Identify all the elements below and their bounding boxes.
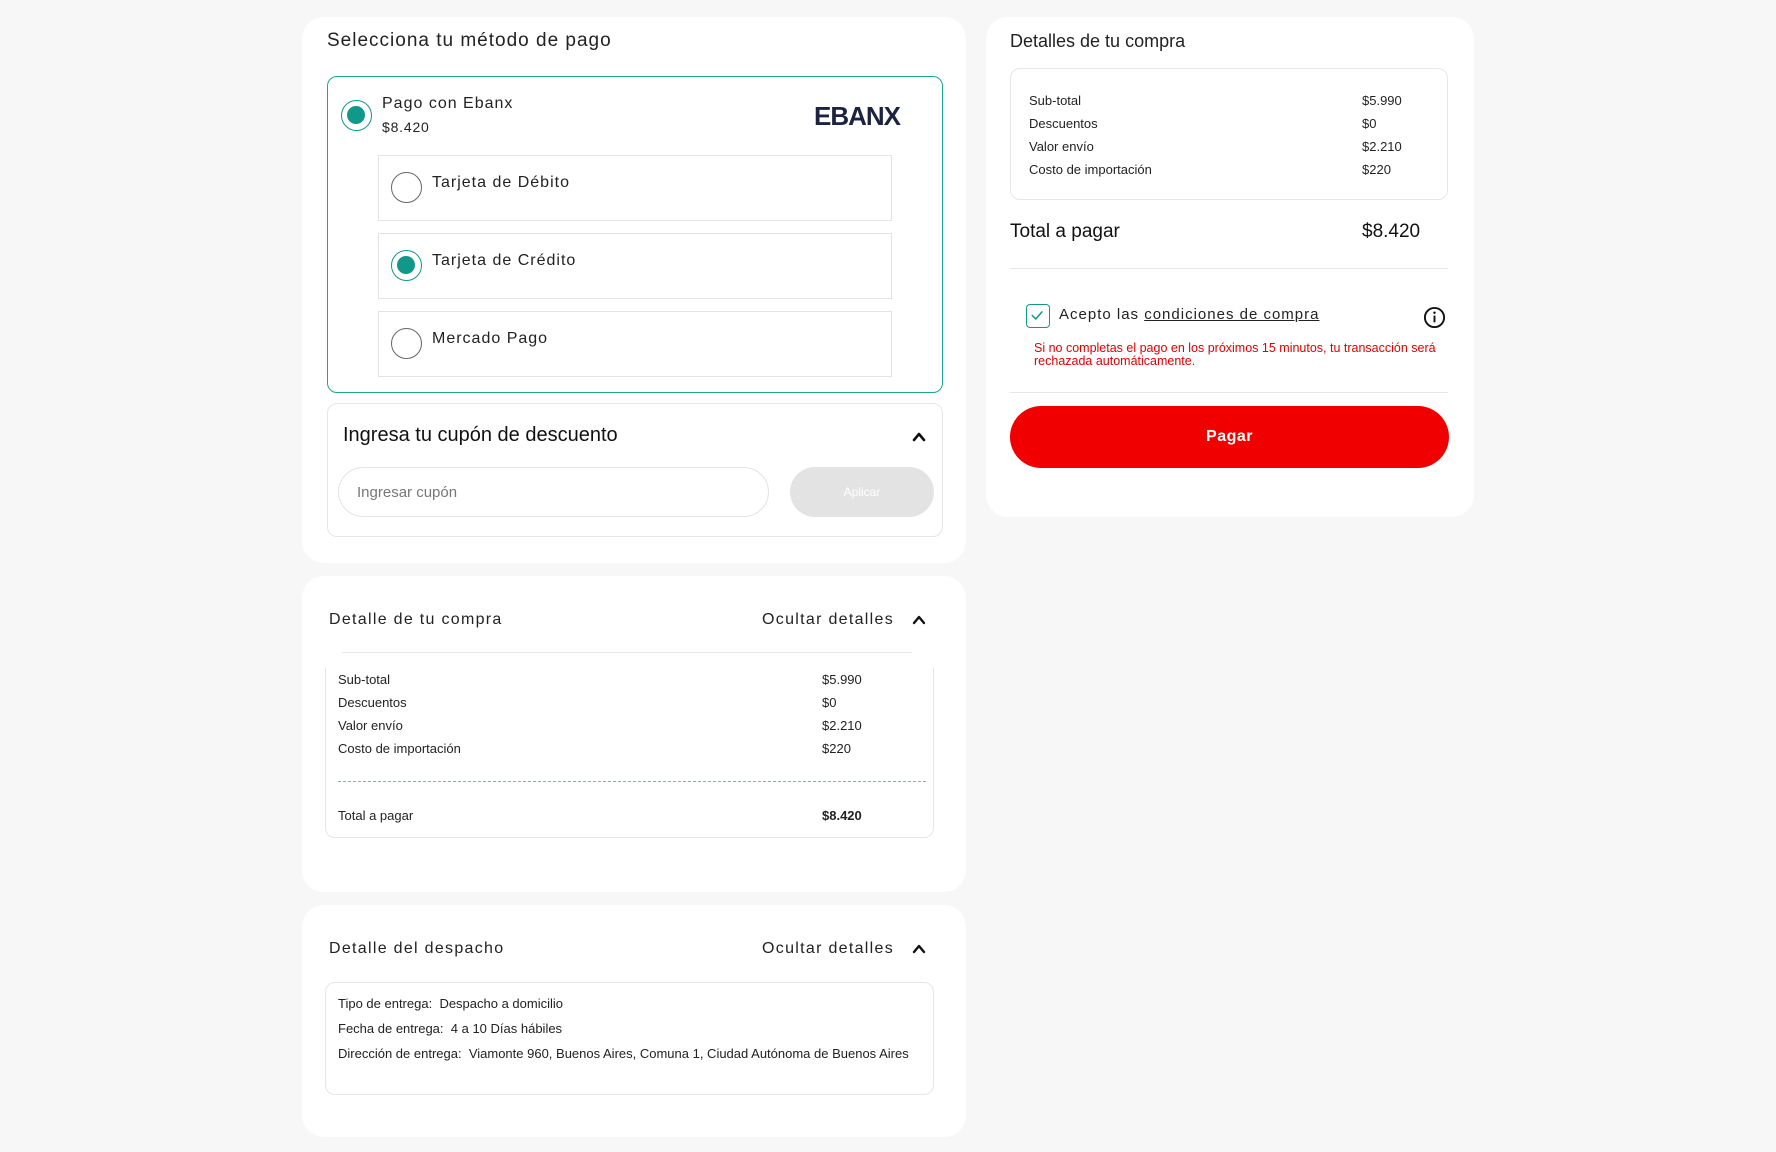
row-value: $220 [1362, 162, 1391, 177]
option-tarjeta-credito[interactable] [378, 233, 892, 299]
delivery-date [338, 1020, 918, 1038]
accept-terms-checkbox[interactable] [1026, 304, 1050, 328]
delivery-date-label: Fecha de entrega: [338, 1021, 444, 1036]
row-value: $220 [822, 741, 851, 756]
option-tarjeta-debito[interactable] [378, 155, 892, 221]
ebanx-radio[interactable] [341, 100, 372, 131]
summary-total-value: $8.420 [1362, 221, 1421, 242]
ebanx-payment-option[interactable] [327, 76, 943, 393]
row-label: Valor envío [1029, 139, 1094, 154]
option-label: Tarjeta de Crédito [432, 252, 577, 269]
payment-method-card [302, 17, 966, 563]
ebanx-option-price: $8.420 [382, 119, 430, 135]
row-value: $0 [822, 695, 837, 710]
total-label: Total a pagar [338, 808, 414, 823]
row-label: Sub-total [1029, 93, 1082, 108]
ebanx-logo [814, 103, 922, 129]
shipping-detail-card [302, 905, 966, 1137]
option-label: Tarjeta de Débito [432, 174, 570, 191]
accept-terms-prefix: Acepto las [1059, 306, 1140, 323]
coupon-input[interactable] [338, 467, 769, 517]
delivery-type-label: Tipo de entrega: [338, 996, 433, 1011]
row-value: $5.990 [1362, 93, 1402, 108]
row-label: Costo de importación [1029, 162, 1152, 177]
purchase-detail-table [325, 668, 934, 838]
row-value: $0 [1362, 116, 1377, 131]
terms-link[interactable]: condiciones de compra [1144, 306, 1320, 323]
summary-table [1010, 68, 1448, 200]
accept-terms-text [1059, 306, 1319, 323]
summary-total-label: Total a pagar [1010, 221, 1120, 242]
row-value: $2.210 [1362, 139, 1402, 154]
option-label: Mercado Pago [432, 330, 549, 347]
row-label: Descuentos [1029, 116, 1098, 131]
row-value: $5.990 [822, 672, 862, 687]
purchase-detail-title: Detalle de tu compra [329, 611, 503, 628]
ebanx-option-name: Pago con Ebanx [382, 95, 514, 112]
delivery-type-value: Despacho a domicilio [439, 996, 564, 1011]
purchase-detail-card [302, 576, 966, 892]
payment-timeout-warning: Si no completas el pago en los próximos 15 minutos, tu transacción será rechazada automáticamente. [1034, 341, 1436, 368]
delivery-type [338, 995, 918, 1013]
divider [1010, 268, 1448, 269]
pay-button[interactable]: Pagar [1010, 406, 1449, 468]
divider [342, 652, 912, 653]
row-label: Sub-total [338, 672, 391, 687]
coupon-section [327, 403, 943, 537]
delivery-address-label: Dirección de entrega: [338, 1046, 462, 1061]
checkmark-icon [1027, 305, 1048, 326]
delivery-address [338, 1045, 918, 1063]
row-label: Costo de importación [338, 741, 461, 756]
dashed-divider [338, 781, 926, 782]
info-icon[interactable] [1423, 306, 1446, 329]
summary-title: Detalles de tu compra [1010, 31, 1186, 51]
total-value: $8.420 [822, 808, 862, 823]
delivery-date-value: 4 a 10 Días hábiles [450, 1021, 563, 1036]
delivery-address-value: Viamonte 960, Buenos Aires, Comuna 1, Ciudad Autónoma de Buenos Aires [468, 1046, 909, 1061]
radio-tarjeta-debito[interactable] [391, 172, 422, 203]
chevron-up-icon[interactable] [912, 430, 926, 444]
row-label: Descuentos [338, 695, 407, 710]
purchase-summary-card [986, 17, 1474, 517]
hide-details-toggle[interactable]: Ocultar detalles [762, 940, 894, 957]
shipping-info-box [325, 982, 934, 1095]
chevron-up-icon[interactable] [912, 613, 926, 627]
shipping-detail-title: Detalle del despacho [329, 940, 505, 957]
radio-mercado-pago[interactable] [391, 328, 422, 359]
row-label: Valor envío [338, 718, 403, 733]
coupon-title: Ingresa tu cupón de descuento [343, 424, 618, 446]
ebanx-logo-text: EBANX [814, 103, 901, 129]
payment-method-title: Selecciona tu método de pago [327, 30, 612, 51]
chevron-up-icon[interactable] [912, 942, 926, 956]
hide-details-toggle[interactable]: Ocultar detalles [762, 611, 894, 628]
option-mercado-pago[interactable] [378, 311, 892, 377]
row-value: $2.210 [822, 718, 862, 733]
divider [1010, 392, 1448, 393]
radio-tarjeta-credito[interactable] [391, 250, 422, 281]
apply-coupon-button[interactable]: Aplicar [790, 467, 934, 517]
